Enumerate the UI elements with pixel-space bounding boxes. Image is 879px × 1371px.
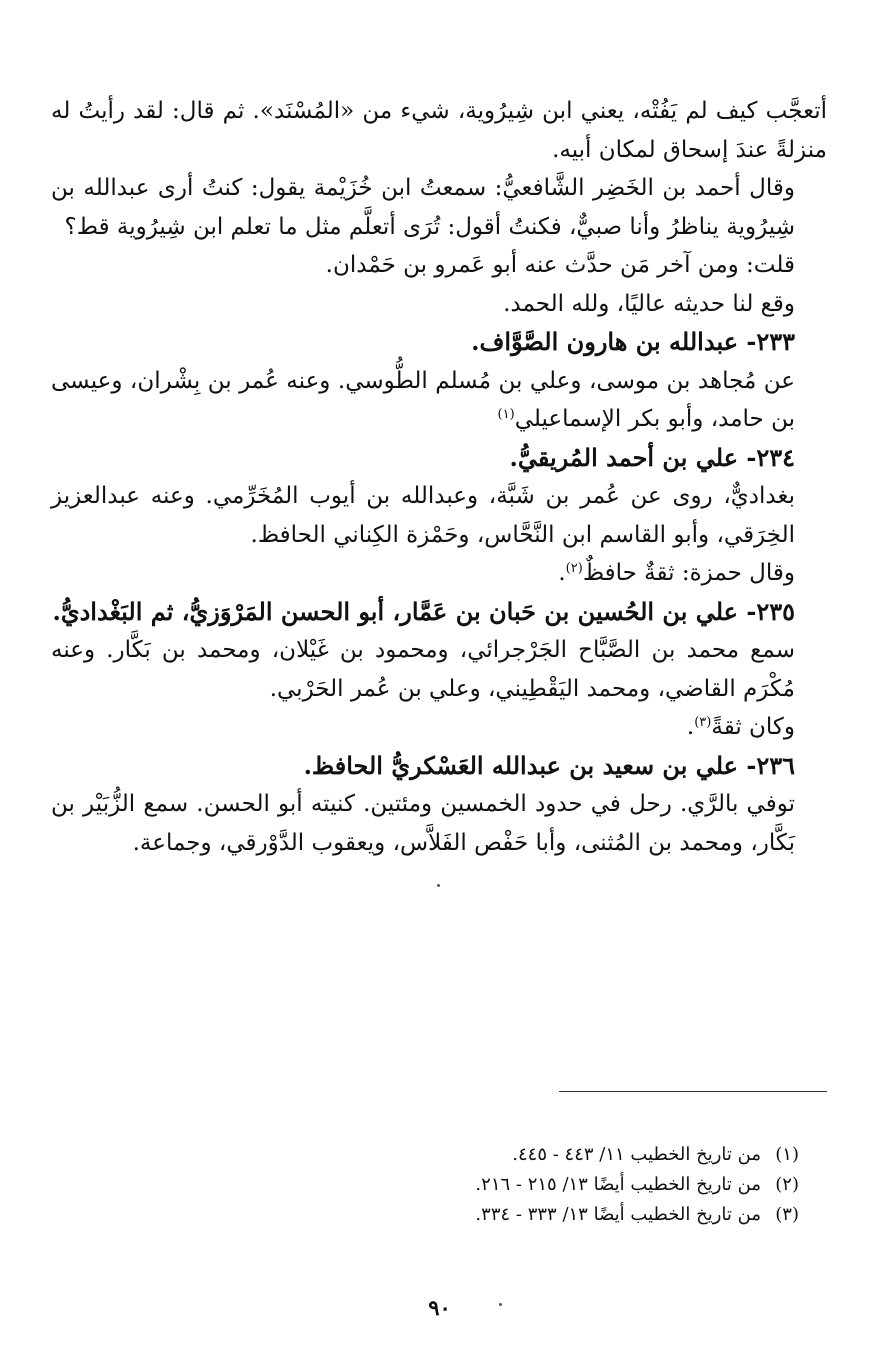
paragraph-tail: . xyxy=(686,714,695,740)
paragraph-text: قلت: ومن آخر مَن حدَّث عنه أبو عَمرو بن حَمْدان. xyxy=(325,252,795,278)
text-paragraph xyxy=(51,285,827,324)
paragraph-text: وقال حمزة: ثقةٌ حافظٌ xyxy=(582,560,795,586)
text-paragraph xyxy=(51,246,827,285)
text-paragraph xyxy=(51,554,827,593)
paragraph-text: وقال أحمد بن الخَضِر الشَّافعيُّ: سمعتُ ابن خُزَيْمة يقول: كنتُ أرى عبدالله بن شِيرُوية يناظرُ وأنا صبيٌّ، فكنتُ أقول: تُرَى أتعلَّم مثل ما تعلم ابن شِيرُوية قط؟ xyxy=(51,175,795,240)
paragraph-text: بغداديٌّ، روى عن عُمر بن شَبَّة، وعبدالله بن أيوب المُخَرِّمي. وعنه عبدالعزيز الخِرَقي، وأبو القاسم ابن النَّحَّاس، وحَمْزة الكِناني الحافظ. xyxy=(51,483,795,548)
paragraph-text: ٢٣٦- علي بن سعيد بن عبدالله العَسْكريُّ الحافظ. xyxy=(303,750,795,780)
text-paragraph xyxy=(51,785,827,862)
footnote-item xyxy=(59,1200,799,1230)
paragraph-text: عن مُجاهد بن موسى، وعلي بن مُسلم الطُّوسي. وعنه عُمر بن بِشْران، وعيسى بن حامد، وأبو بكر الإسماعيلي xyxy=(51,367,795,432)
footnotes xyxy=(59,1140,799,1230)
text-paragraph xyxy=(51,169,827,246)
entry-heading xyxy=(51,323,827,362)
print-speck xyxy=(499,1303,502,1306)
paragraph-text: ٢٣٤- علي بن أحمد المُريقيُّ. xyxy=(509,442,795,472)
footnote-separator xyxy=(559,1091,827,1092)
print-speck xyxy=(437,884,440,887)
footnote-marker: (٢) xyxy=(565,561,583,576)
entry-heading xyxy=(51,593,827,632)
footnote-text: من تاريخ الخطيب ١١/ ٤٤٣ - ٤٤٥. xyxy=(512,1144,761,1165)
paragraph-text: سمع محمد بن الصَّبَّاح الجَرْجرائي، ومحمود بن غَيْلان، ومحمد بن بَكَّار. وعنه مُكْرَم القاضي، ومحمد اليَقْطِيني، وعلي بن عُمر الحَرْبي. xyxy=(51,637,795,702)
footnote-text: من تاريخ الخطيب أيضًا ١٣/ ٢١٥ - ٢١٦. xyxy=(475,1174,761,1195)
main-text xyxy=(51,92,827,862)
entry-heading xyxy=(51,747,827,786)
footnote-text: من تاريخ الخطيب أيضًا ١٣/ ٣٣٣ - ٣٣٤. xyxy=(475,1204,761,1225)
paragraph-text: أتعجَّب كيف لم يَفُتْه، يعني ابن شِيرُوية، شيء من «المُسْنَد». ثم قال: لقد رأيتُ له منزلةً عندَ إسحاق لمكان أبيه. xyxy=(51,98,827,163)
paragraph-text: ٢٣٥- علي بن الحُسين بن حَبان بن عَمَّار، أبو الحسن المَرْوَزيُّ، ثم البَغْداديُّ. xyxy=(52,596,795,626)
text-paragraph xyxy=(51,708,827,747)
text-paragraph xyxy=(51,92,827,169)
paragraph-tail: . xyxy=(558,560,566,586)
entry-heading xyxy=(51,439,827,478)
footnote-marker: (١) xyxy=(497,407,515,422)
paragraph-text: وقع لنا حديثه عاليًا، ولله الحمد. xyxy=(503,290,795,317)
paragraph-text: توفي بالرَّي. رحل في حدود الخمسين ومئتين. كنيته أبو الحسن. سمع الزُّبَيْر بن بَكَّار، ومحمد بن المُثنى، وأبا حَفْص الفَلاَّس، ويعقوب الدَّوْرقي، وجماعة. xyxy=(51,791,795,856)
footnote-number: (١) xyxy=(775,1144,799,1165)
footnote-number: (٣) xyxy=(775,1204,799,1225)
footnote-number: (٢) xyxy=(775,1174,799,1195)
page-number: ٩٠ xyxy=(428,1295,451,1320)
text-paragraph xyxy=(51,631,827,708)
paragraph-text: وكان ثقةً xyxy=(711,714,795,740)
footnote-item xyxy=(59,1140,799,1170)
footnote-item xyxy=(59,1170,799,1200)
text-paragraph xyxy=(51,477,827,554)
text-paragraph xyxy=(51,362,827,439)
footnote-marker: (٣) xyxy=(694,715,712,730)
paragraph-text: ٢٣٣- عبدالله بن هارون الصَّوَّاف. xyxy=(471,327,795,356)
